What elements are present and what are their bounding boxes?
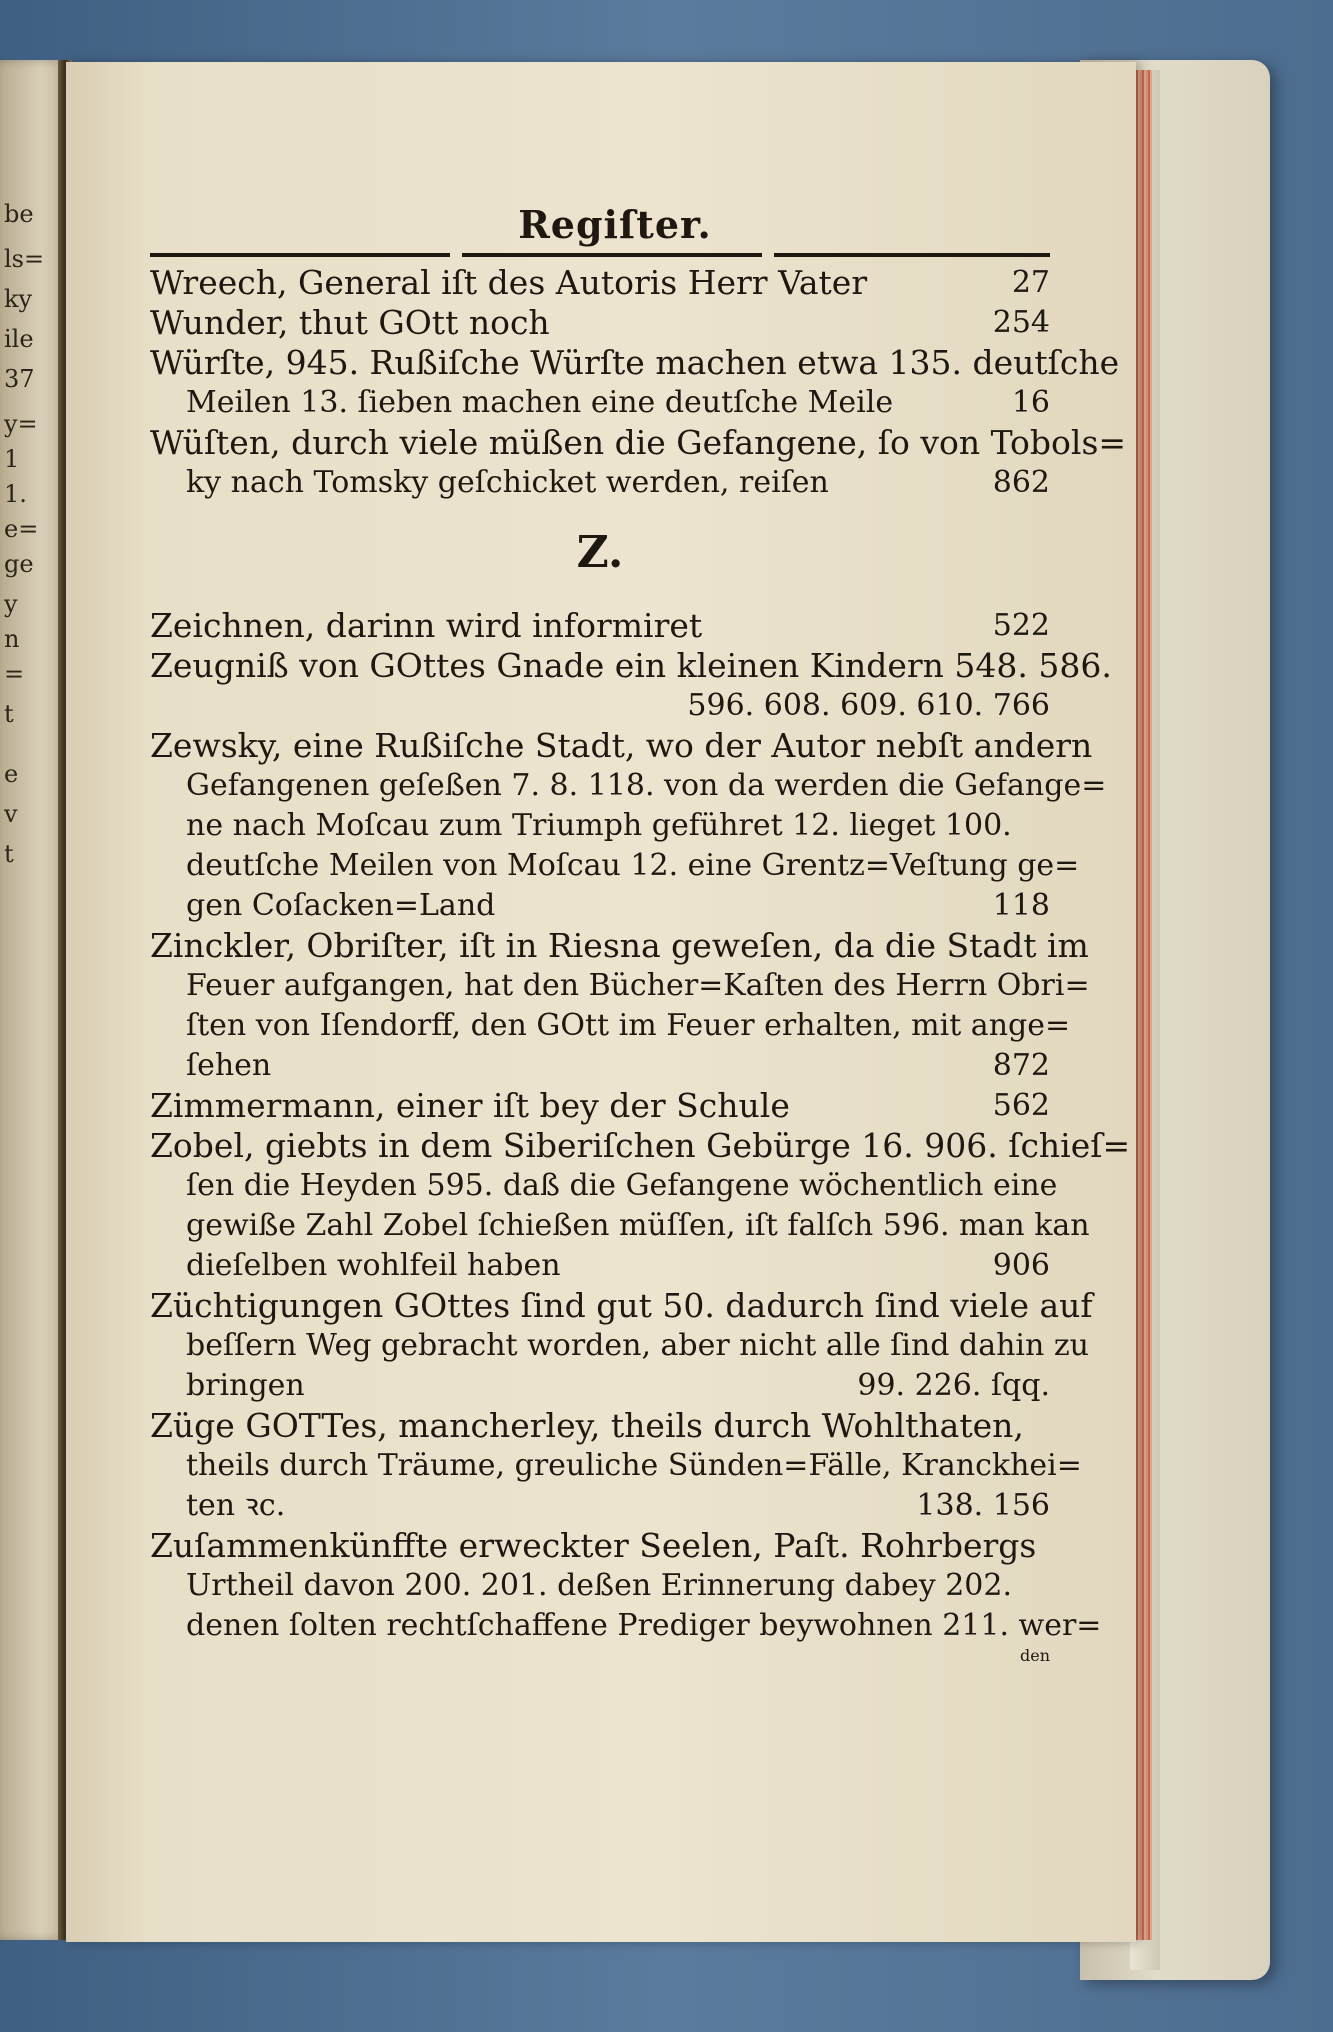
entries-z (150, 606, 1131, 1646)
entries-w (150, 263, 1127, 503)
index-entry (150, 646, 1112, 726)
index-entry (150, 1526, 1102, 1646)
entry-continuation-line: bringen (186, 1368, 305, 1403)
page-content (150, 202, 1131, 1665)
entry-page-number: 254 (992, 305, 1050, 340)
entry-continuation-line: dieſelben wohlfeil haben (186, 1248, 561, 1283)
left-page-fragment: 1 (4, 445, 20, 473)
entry-headword-line: Zimmermann, einer iſt bey der Schule (150, 1086, 790, 1125)
left-page-fragment: 1. (4, 480, 27, 508)
left-page-fragment: be (4, 200, 34, 228)
entry-page-number: 872 (992, 1048, 1050, 1083)
entry-page-number: 16 (1011, 385, 1050, 420)
entry-headword-line: Wreech, General iſt des Autoris Herr Vater (150, 263, 868, 302)
entry-continuation-line: gewiße Zahl Zobel ſchießen müſſen, iſt falſch 596. man kan (186, 1208, 1090, 1243)
entry-page-number: 522 (992, 608, 1050, 643)
left-page-fragment: t (4, 840, 14, 868)
entry-continuation-line: beſſern Weg gebracht worden, aber nicht alle ſind dahin zu (186, 1328, 1090, 1363)
left-page-fragment: ls= (4, 245, 45, 273)
entry-continuation-line: theils durch Träume, greuliche Sünden=Fälle, Kranckhei= (186, 1448, 1082, 1483)
entry-headword-line: Zobel, giebts in dem Siberiſchen Gebürge 16. 906. ſchieſ= (150, 1126, 1131, 1165)
entry-page-number: 906 (992, 1248, 1050, 1283)
index-entry (150, 303, 1050, 343)
index-entry (150, 1286, 1093, 1406)
entry-headword-line: Würſte, 945. Rußiſche Würſte machen etwa 135. deutſche (150, 343, 1120, 382)
entry-headword-line: Züchtigungen GOttes ſind gut 50. dadurch ſind viele auf (150, 1286, 1093, 1325)
entry-page-number: 27 (1011, 265, 1050, 300)
left-page-fragment: n (4, 625, 20, 653)
index-entry (150, 606, 1050, 646)
index-entry (150, 926, 1090, 1086)
entry-page-number: 862 (992, 465, 1050, 500)
entry-page-refs: 596. 608. 609. 610. 766 (687, 688, 1050, 723)
entry-page-number: 118 (992, 888, 1050, 923)
entry-page-number: 138. 156 (916, 1488, 1050, 1523)
catchword: den (1019, 1646, 1050, 1665)
left-page-fragment: ge (4, 550, 34, 578)
entry-continuation-line: Urtheil davon 200. 201. deßen Erinnerung dabey 202. (186, 1568, 1012, 1603)
entry-continuation-line: Meilen 13. ſieben machen eine deutſche Meile (186, 385, 894, 420)
section-letter: Z. (576, 527, 624, 578)
entry-continuation-line: ſehen (186, 1048, 272, 1083)
entry-headword-line: Zuſammenkünffte erweckter Seelen, Paſt. Rohrbergs (150, 1526, 1037, 1565)
entry-headword-line: Zeugniß von GOttes Gnade ein kleinen Kindern 548. 586. (150, 646, 1112, 685)
entry-headword-line: Wüſten, durch viele müßen die Gefangene, ſo von Tobols= (150, 423, 1127, 462)
book-page (66, 62, 1136, 1942)
entry-page-number: 562 (992, 1088, 1050, 1123)
index-entry (150, 1086, 1050, 1126)
index-entry (150, 1126, 1131, 1286)
entry-continuation-line: denen ſolten rechtſchaffene Prediger beywohnen 211. wer= (186, 1608, 1102, 1643)
entry-continuation-line: ſen die Heyden 595. daß die Gefangene wöchentlich eine (186, 1168, 1058, 1203)
left-page-fragment: e= (4, 515, 39, 543)
index-entry (150, 423, 1127, 503)
left-page-fragment: t (4, 700, 14, 728)
index-entry (150, 726, 1107, 926)
entry-continuation-line: Gefangenen geſeßen 7. 8. 118. von da werden die Gefange= (186, 768, 1107, 803)
index-entry (150, 1406, 1082, 1526)
entry-continuation-line: ſten von Iſendorff, den GOtt im Feuer erhalten, mit ange= (186, 1008, 1071, 1043)
entry-continuation-line: ky nach Tomsky geſchicket werden, reiſen (186, 465, 829, 500)
entry-continuation-line: deutſche Meilen von Moſcau 12. eine Grentz=Veſtung ge= (186, 848, 1080, 883)
left-page-fragment: y= (4, 410, 38, 438)
entry-headword-line: Zeichnen, darinn wird informiret (150, 606, 703, 645)
entry-continuation-line: Feuer aufgangen, hat den Bücher=Kaſten des Herrn Obri= (186, 968, 1090, 1003)
entry-page-number: 99. 226. ſqq. (857, 1368, 1050, 1403)
entry-continuation-line: ten ꝛc. (186, 1488, 286, 1523)
left-page-fragment: ky (4, 285, 33, 313)
left-page-fragment: y (4, 590, 18, 618)
running-header: Regiſter. (518, 202, 712, 247)
left-page-fragment: v (4, 800, 18, 828)
entry-headword-line: Züge GOTTes, mancherley, theils durch Wohlthaten, (150, 1406, 1024, 1445)
left-page-fragment: ile (4, 325, 34, 353)
left-page-fragment: = (4, 660, 25, 688)
entry-headword-line: Zewsky, eine Rußiſche Stadt, wo der Autor nebſt andern (150, 726, 1093, 765)
left-page-fragment: e (4, 760, 19, 788)
index-entry (150, 343, 1120, 423)
index-entry (150, 263, 1050, 303)
entry-headword-line: Wunder, thut GOtt noch (150, 303, 550, 342)
entry-continuation-line: ne nach Moſcau zum Triumph geführet 12. lieget 100. (186, 808, 1012, 843)
left-page-fragment: 37 (4, 365, 35, 393)
entry-headword-line: Zinckler, Obriſter, iſt in Riesna geweſen, da die Stadt im (150, 926, 1089, 965)
header-rule (150, 253, 1050, 257)
entry-continuation-line: gen Coſacken=Land (186, 888, 496, 923)
